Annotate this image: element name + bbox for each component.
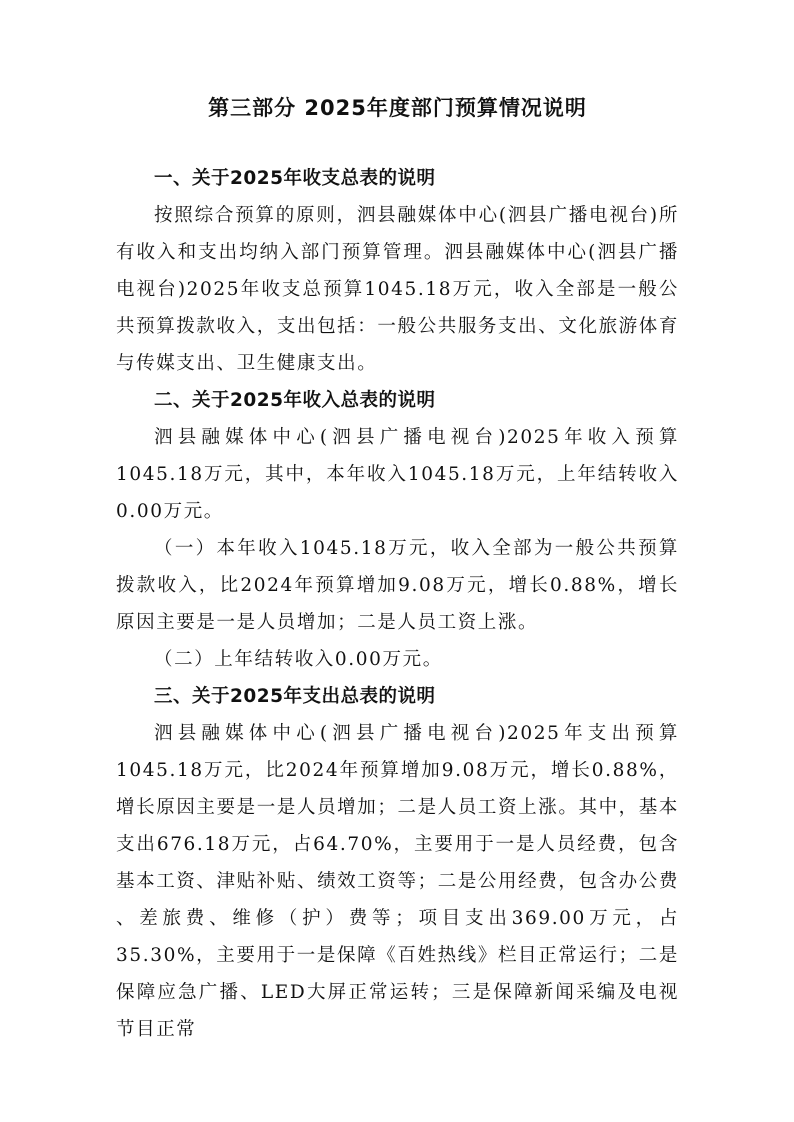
paragraph: 按照综合预算的原则，泗县融媒体中心(泗县广播电视台)所有收入和支出均纳入部门预算管理。泗县融媒体中心(泗县广播电视台)2025年收支总预算1045.18万元，收入全部是一般公共预算拨款收入，支出包括：一般公共服务支出、文化旅游体育与传媒支出、卫生健康支出。: [116, 205, 679, 374]
paragraph: 泗县融媒体中心(泗县广播电视台)2025年收入预算1045.18万元，其中，本年收入1045.18万元，上年结转收入0.00万元。: [116, 427, 679, 522]
section-income-summary: [116, 382, 679, 678]
section-heading: 二、关于2025年收入总表的说明: [154, 390, 436, 411]
paragraph: 泗县融媒体中心(泗县广播电视台)2025年支出预算1045.18万元，比2024年预算增加9.08万元，增长0.88%，增长原因主要是一是人员增加；二是人员工资上涨。其中，基本支出676.18万元，占64.70%，主要用于一是人员经费，包含基本工资、津贴补贴、绩效工资等；二是公用经费，包含办公费 、差旅费、维修（护）费等；项目支出369.00万元，占35.30%，主要用于一是保障《百姓热线》栏目正常运行；二是保障应急广播、LED大屏正常运转；三是保障新闻采编及电视节目正常: [116, 723, 679, 1040]
section-expense-summary: [116, 678, 679, 1048]
paragraph: （二）上年结转收入0.00万元。: [154, 649, 443, 670]
section-heading: 三、关于2025年支出总表的说明: [154, 686, 436, 707]
section-heading: 一、关于2025年收支总表的说明: [154, 168, 436, 189]
section-income-expense-summary: [116, 160, 679, 382]
paragraph: （一）本年收入1045.18万元，收入全部为一般公共预算拨款收入，比2024年预算增加9.08万元，增长0.88%，增长原因主要是一是人员增加；二是人员工资上涨。: [116, 538, 679, 633]
page-title: 第三部分 2025年度部门预算情况说明: [208, 96, 587, 120]
